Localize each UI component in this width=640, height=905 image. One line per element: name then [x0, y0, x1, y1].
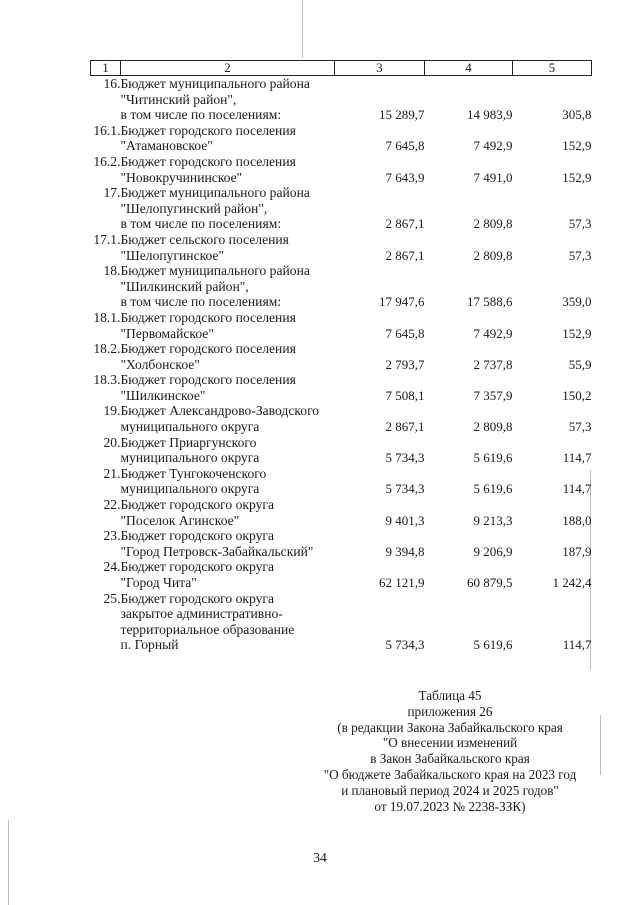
- amount-col5: 1 242,4: [552, 575, 592, 590]
- budget-name: [121, 263, 335, 310]
- budget-name: [121, 372, 335, 403]
- row-index: 18.3.: [93, 372, 121, 388]
- budget-name-line: Бюджет Тунгокоченского: [120, 465, 267, 481]
- column-header: 5: [513, 61, 592, 76]
- budget-name-line: "Поселок Агинское": [120, 512, 240, 528]
- amount-col4: 2 809,8: [473, 419, 513, 435]
- amount-col4: 14 983,9: [467, 107, 513, 123]
- budget-name-line: Бюджет Приаргунского: [120, 434, 257, 450]
- caption-line: и плановый период 2024 и 2025 годов": [341, 782, 559, 798]
- budget-name-line: в том числе по поселениям:: [120, 107, 282, 123]
- budget-name: [121, 185, 335, 232]
- table-row: [91, 185, 592, 232]
- amount-col5: 114,7: [562, 481, 592, 497]
- budget-name-line: Бюджет городского поселения: [120, 309, 296, 325]
- amount-col5: 150,2: [562, 387, 592, 403]
- amount-col3: 7 645,8: [385, 325, 425, 341]
- column-header: 1: [91, 61, 121, 76]
- budget-name-line: Бюджет городского поселения: [120, 341, 296, 357]
- row-index: 16.1.: [93, 122, 121, 138]
- budget-name-line: "Новокручининское": [120, 169, 243, 185]
- budget-name-line: в том числе по поселениям:: [120, 294, 282, 310]
- budget-name-line: Бюджет городского округа: [120, 559, 275, 575]
- amount-col4: 2 809,8: [473, 216, 513, 232]
- budget-name-line: "Шилкинское": [120, 387, 206, 403]
- amount-col3: 5 734,3: [385, 637, 425, 653]
- table-row: [91, 528, 592, 559]
- caption-line: приложения 26: [407, 703, 493, 719]
- row-index: 17.: [103, 185, 121, 201]
- amount-col5: 152,9: [562, 138, 592, 154]
- budget-name-line: в том числе по поселениям:: [120, 216, 282, 232]
- amount-col5: 57,3: [568, 247, 592, 263]
- row-index: 18.1.: [93, 309, 121, 325]
- amount-col5: 114,7: [562, 637, 592, 653]
- amount-col4: 7 357,9: [473, 387, 513, 403]
- table-row: [91, 310, 592, 341]
- amount-col4: 17 588,6: [467, 294, 513, 310]
- amount-col5: 57,3: [568, 419, 592, 435]
- budget-name: [121, 76, 335, 123]
- table-row: [91, 123, 592, 154]
- amount-col3: 9 401,3: [385, 512, 425, 528]
- budget-name-line: "Город Чита": [120, 575, 197, 590]
- table-row: [91, 263, 592, 310]
- row-index: 24.: [103, 559, 121, 575]
- budget-name-line: муниципального округа: [120, 450, 260, 466]
- amount-col5: 152,9: [562, 169, 592, 185]
- budget-name-line: муниципального округа: [120, 419, 260, 435]
- budget-name-line: Бюджет городского округа: [120, 590, 275, 606]
- row-index: 25.: [103, 590, 121, 606]
- budget-name-line: Бюджет городского округа: [120, 497, 275, 513]
- amount-col3: 2 867,1: [385, 247, 425, 263]
- amount-col3: 17 947,6: [379, 294, 425, 310]
- budget-name-line: Бюджет муниципального района: [120, 76, 310, 91]
- budget-name-line: "Шелопугинское": [120, 247, 225, 263]
- amount-col5: 188,0: [562, 512, 592, 528]
- table-row: [91, 372, 592, 403]
- table-row: [91, 497, 592, 528]
- table-row: [91, 403, 592, 434]
- budget-name-line: Бюджет муниципального района: [120, 263, 310, 279]
- budget-name-line: "Атамановское": [120, 138, 213, 154]
- budget-name: [121, 497, 335, 528]
- budget-name: [121, 435, 335, 466]
- amount-col3: 7 645,8: [385, 138, 425, 154]
- amount-col4: 60 879,5: [467, 575, 513, 590]
- budget-name: [121, 310, 335, 341]
- amount-col5: 359,0: [562, 294, 592, 310]
- table-row: [91, 232, 592, 263]
- budget-name: [121, 341, 335, 372]
- budget-name-line: территориальное образование: [120, 621, 295, 637]
- budget-name: [121, 528, 335, 559]
- table-row: [91, 591, 592, 653]
- amount-col5: 305,8: [562, 107, 592, 123]
- budget-name-line: Бюджет городского поселения: [120, 153, 296, 169]
- row-index: 21.: [103, 465, 121, 481]
- amount-col4: 5 619,6: [473, 481, 513, 497]
- amount-col3: 15 289,7: [379, 107, 425, 123]
- budget-name-line: п. Горный: [120, 637, 179, 653]
- amount-col5: 114,7: [562, 450, 592, 466]
- table-caption: [300, 688, 600, 814]
- amount-col5: 152,9: [562, 325, 592, 341]
- budget-name-line: "Первомайское": [120, 325, 214, 341]
- column-header: 4: [425, 61, 513, 76]
- caption-line: "О бюджете Забайкальского края на 2023 год: [323, 766, 577, 782]
- amount-col4: 9 213,3: [473, 512, 513, 528]
- budget-name: [121, 232, 335, 263]
- amount-col4: 2 809,8: [473, 247, 513, 263]
- caption-line: от 19.07.2023 № 2238-ЗЗК): [374, 798, 526, 814]
- amount-col3: 7 643,9: [385, 169, 425, 185]
- table-body: [91, 76, 592, 653]
- budget-name-line: "Шилкинский район",: [120, 278, 249, 294]
- budget-name-line: муниципального округа: [120, 481, 260, 497]
- amount-col4: 7 492,9: [473, 138, 513, 154]
- amount-col4: 5 619,6: [473, 637, 513, 653]
- caption-line: "О внесении изменений: [382, 735, 518, 751]
- row-index: 18.: [103, 263, 121, 279]
- budget-name-line: "Читинский район",: [120, 91, 237, 107]
- row-index: 19.: [103, 403, 121, 419]
- amount-col5: 187,9: [562, 543, 592, 559]
- row-index: 16.: [103, 76, 121, 91]
- column-header: 2: [121, 61, 335, 76]
- amount-col5: 55,9: [568, 356, 592, 372]
- budget-name: [121, 154, 335, 185]
- budget-name-line: "Город Петровск-Забайкальский": [120, 543, 314, 559]
- caption-line: в Закон Забайкальского края: [370, 751, 530, 767]
- row-index: 17.1.: [93, 231, 121, 247]
- amount-col4: 5 619,6: [473, 450, 513, 466]
- column-header: 3: [335, 61, 425, 76]
- amount-col4: 7 491,0: [473, 169, 513, 185]
- table-row: [91, 466, 592, 497]
- amount-col4: 2 737,8: [473, 356, 513, 372]
- amount-col4: 9 206,9: [473, 543, 513, 559]
- budget-name-line: Бюджет сельского поселения: [120, 231, 289, 247]
- budget-name: [121, 403, 335, 434]
- budget-name: [121, 559, 335, 590]
- table-row: [91, 154, 592, 185]
- budget-name-line: "Холбонское": [120, 356, 200, 372]
- page-number: 34: [313, 850, 327, 865]
- budget-name-line: "Шелопугинский район",: [120, 200, 268, 216]
- amount-col3: 5 734,3: [385, 481, 425, 497]
- budget-name-line: Бюджет Александрово-Заводского: [120, 403, 320, 419]
- budget-name-line: закрытое административно-: [120, 606, 283, 622]
- table-row: [91, 76, 592, 123]
- amount-col3: 2 867,1: [385, 419, 425, 435]
- table-row: [91, 341, 592, 372]
- row-index: 20.: [103, 434, 121, 450]
- row-index: 18.2.: [93, 341, 121, 357]
- amount-col3: 2 793,7: [385, 356, 425, 372]
- budget-name-line: Бюджет муниципального района: [120, 185, 310, 201]
- table-header-row: [91, 61, 592, 76]
- row-index: 23.: [103, 528, 121, 544]
- amount-col3: 5 734,3: [385, 450, 425, 466]
- amount-col3: 62 121,9: [379, 575, 425, 590]
- caption-line: Таблица 45: [418, 688, 482, 703]
- amount-col5: 57,3: [568, 216, 592, 232]
- budget-table: [90, 60, 592, 653]
- scan-artifact-line: [600, 715, 601, 775]
- budget-name-line: Бюджет городского поселения: [120, 372, 296, 388]
- amount-col3: 9 394,8: [385, 543, 425, 559]
- budget-name: [121, 591, 335, 653]
- table-row: [91, 435, 592, 466]
- amount-col3: 2 867,1: [385, 216, 425, 232]
- caption-line: (в редакции Закона Забайкальского края: [337, 719, 563, 735]
- table-row: [91, 559, 592, 590]
- budget-name-line: Бюджет городского округа: [120, 528, 275, 544]
- row-index: 16.2.: [93, 153, 121, 169]
- scan-artifact-line: [302, 0, 303, 58]
- amount-col4: 7 492,9: [473, 325, 513, 341]
- budget-name: [121, 123, 335, 154]
- amount-col3: 7 508,1: [385, 387, 425, 403]
- budget-name-line: Бюджет городского поселения: [120, 122, 296, 138]
- row-index: 22.: [103, 497, 121, 513]
- budget-name: [121, 466, 335, 497]
